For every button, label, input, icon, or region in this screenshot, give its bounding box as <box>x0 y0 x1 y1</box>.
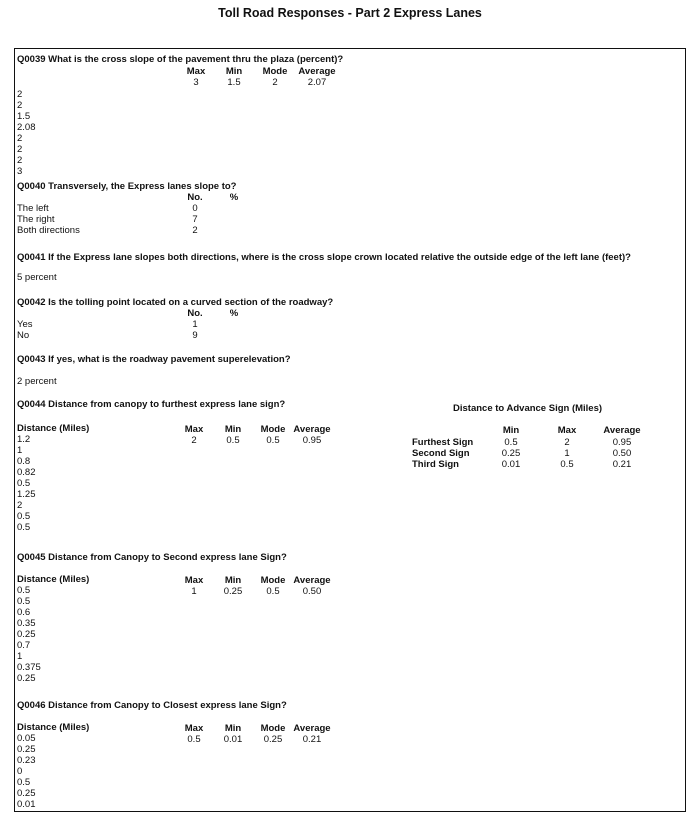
option-counts-q0042 <box>180 319 210 341</box>
advance-row-labels <box>412 437 473 470</box>
table-cell: 0.50 <box>612 448 632 459</box>
table-cell: 0.95 <box>612 437 632 448</box>
list-item: 0.7 <box>17 640 31 651</box>
stat-value-max: 3 <box>193 77 199 88</box>
list-item: 1 <box>17 651 23 662</box>
list-header: Distance (Miles) <box>17 722 90 733</box>
list-item: 0.5 <box>17 478 31 489</box>
answer-q0043: 2 percent <box>17 376 57 387</box>
table-cell: 0.5 <box>504 437 518 448</box>
list-item: 0.25 <box>17 629 36 640</box>
stat-value-min: 0.5 <box>226 435 240 446</box>
table-cell: 0.21 <box>612 459 632 470</box>
option-labels-q0040 <box>17 203 80 236</box>
list-item: 0.6 <box>17 607 31 618</box>
stat-header-average: Average <box>293 723 331 734</box>
list-item: 0.01 <box>17 799 36 810</box>
list-item: 1 <box>192 319 198 330</box>
stat-header-min: Min <box>224 575 242 586</box>
stat-value-mode: 0.5 <box>266 586 280 597</box>
response-list-q0045 <box>17 585 41 684</box>
stat-value-min: 0.25 <box>223 586 243 597</box>
stat-header-average: Average <box>298 66 336 77</box>
stat-value-max: 1 <box>191 586 197 597</box>
question-q0043: Q0043 If yes, what is the roadway pavement superelevation? <box>17 354 291 365</box>
list-item: 2 <box>17 89 23 100</box>
advance-header-min: Min <box>502 425 520 436</box>
question-q0039: Q0039 What is the cross slope of the pavement thru the plaza (percent)? <box>17 54 344 65</box>
stat-header-min: Min <box>225 66 243 77</box>
list-item: 0.23 <box>17 755 36 766</box>
list-item: 7 <box>192 214 198 225</box>
table-cell: 1 <box>564 448 570 459</box>
stat-value-max: 0.5 <box>187 734 201 745</box>
stat-header-average: Average <box>293 575 331 586</box>
advance-header-max: Max <box>557 425 577 436</box>
stat-header-mode: Mode <box>260 723 286 734</box>
stat-header-max: Max <box>184 723 204 734</box>
stat-header-max: Max <box>186 66 206 77</box>
response-list-q0044 <box>17 434 36 533</box>
list-item: 0.25 <box>17 788 36 799</box>
stat-value-min: 0.01 <box>223 734 243 745</box>
list-item: 3 <box>17 166 23 177</box>
option-counts-q0040 <box>180 203 210 236</box>
list-item: 1.5 <box>17 111 31 122</box>
stat-value-average: 0.50 <box>302 586 322 597</box>
stat-header-min: Min <box>224 424 242 435</box>
list-item: The left <box>17 203 49 214</box>
stat-header-mode: Mode <box>262 66 288 77</box>
list-item: Both directions <box>17 225 80 236</box>
stat-value-average: 2.07 <box>307 77 327 88</box>
stat-header-mode: Mode <box>260 575 286 586</box>
advance-max-column <box>552 437 582 470</box>
report-frame <box>14 48 686 812</box>
list-item: 0.5 <box>17 777 31 788</box>
stat-value-average: 0.95 <box>302 435 322 446</box>
table-cell: 0.25 <box>501 448 521 459</box>
stat-value-min: 1.5 <box>227 77 241 88</box>
question-q0041: Q0041 If the Express lane slopes both directions, where is the cross slope crown located relative the outside edge of the left lane (feet)? <box>17 252 631 263</box>
list-item: 2 <box>17 100 23 111</box>
list-item: 0.5 <box>17 522 31 533</box>
stat-value-mode: 0.5 <box>266 435 280 446</box>
advance-header-average: Average <box>603 425 641 436</box>
question-q0042: Q0042 Is the tolling point located on a curved section of the roadway? <box>17 297 334 308</box>
list-item: The right <box>17 214 55 225</box>
list-header: Distance (Miles) <box>17 423 90 434</box>
stat-value-average: 0.21 <box>302 734 322 745</box>
question-q0046: Q0046 Distance from Canopy to Closest express lane Sign? <box>17 700 287 711</box>
list-item: No <box>17 330 30 341</box>
count-header-percent: % <box>229 308 239 319</box>
list-header: Distance (Miles) <box>17 574 90 585</box>
list-item: Yes <box>17 319 33 330</box>
advance-average-column <box>600 437 644 470</box>
list-item: 0.35 <box>17 618 36 629</box>
list-item: 0.5 <box>17 511 31 522</box>
list-item: 2 <box>17 500 23 511</box>
list-item: 0 <box>192 203 198 214</box>
advance-min-column <box>496 437 526 470</box>
list-item: 0.8 <box>17 456 31 467</box>
list-item: 0.5 <box>17 596 31 607</box>
list-item: 2 <box>17 155 23 166</box>
list-item: 1.2 <box>17 434 31 445</box>
option-labels-q0042 <box>17 319 33 341</box>
list-item: 1 <box>17 445 23 456</box>
list-item: 0.82 <box>17 467 36 478</box>
page-title: Toll Road Responses - Part 2 Express Lanes <box>218 6 482 20</box>
list-item: 2 <box>17 133 23 144</box>
list-item: 0.25 <box>17 673 36 684</box>
list-item: 1.25 <box>17 489 36 500</box>
list-item: 0.375 <box>17 662 41 673</box>
advance-row-label: Furthest Sign <box>412 437 474 448</box>
stat-header-mode: Mode <box>260 424 286 435</box>
count-header-no: No. <box>187 192 203 203</box>
response-list-q0039 <box>17 89 36 177</box>
advance-row-label: Second Sign <box>412 448 470 459</box>
question-q0040: Q0040 Transversely, the Express lanes slope to? <box>17 181 237 192</box>
stat-header-average: Average <box>293 424 331 435</box>
stat-header-max: Max <box>184 424 204 435</box>
advance-table-title: Distance to Advance Sign (Miles) <box>453 403 603 414</box>
stat-header-max: Max <box>184 575 204 586</box>
list-item: 9 <box>192 330 198 341</box>
table-cell: 2 <box>564 437 570 448</box>
table-cell: 0.5 <box>560 459 574 470</box>
question-q0044: Q0044 Distance from canopy to furthest express lane sign? <box>17 399 286 410</box>
stat-value-max: 2 <box>191 435 197 446</box>
list-item: 2 <box>17 144 23 155</box>
list-item: 0.25 <box>17 744 36 755</box>
list-item: 2.08 <box>17 122 36 133</box>
count-header-percent: % <box>229 192 239 203</box>
answer-q0041: 5 percent <box>17 272 57 283</box>
list-item: 0.05 <box>17 733 36 744</box>
list-item: 0.5 <box>17 585 31 596</box>
stat-header-min: Min <box>224 723 242 734</box>
table-cell: 0.01 <box>501 459 521 470</box>
stat-value-mode: 0.25 <box>263 734 283 745</box>
stat-value-mode: 2 <box>272 77 278 88</box>
list-item: 2 <box>192 225 198 236</box>
response-list-q0046 <box>17 733 36 810</box>
count-header-no: No. <box>187 308 203 319</box>
question-q0045: Q0045 Distance from Canopy to Second express lane Sign? <box>17 552 287 563</box>
list-item: 0 <box>17 766 23 777</box>
advance-row-label: Third Sign <box>412 459 459 470</box>
